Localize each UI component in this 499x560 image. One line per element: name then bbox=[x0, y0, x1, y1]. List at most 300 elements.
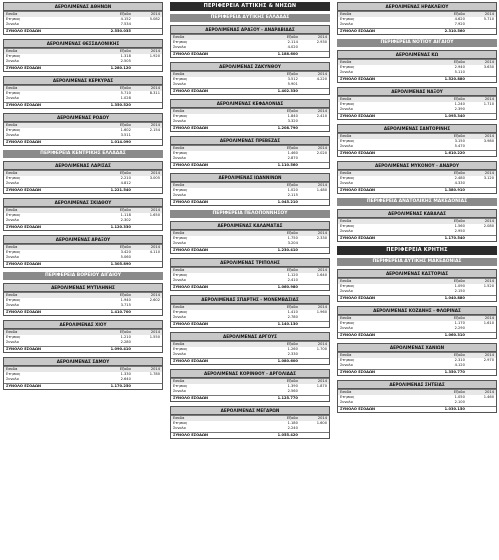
table-cell: 3.512 bbox=[287, 76, 298, 81]
column-3 bbox=[337, 2, 497, 417]
total-cell: ΣΥΝΟΛΟ ΕΣΟΔΩΝ bbox=[4, 346, 84, 352]
table-cell: 5.710 bbox=[120, 90, 131, 95]
table-cell: Ετησιος bbox=[173, 309, 188, 314]
table-cell: 1.520 bbox=[483, 283, 494, 288]
total-cell bbox=[467, 150, 496, 156]
total-cell: 1.014.090 bbox=[84, 139, 133, 145]
table-cell: 2.410 bbox=[287, 278, 298, 282]
table-cell: 1.550 bbox=[149, 334, 160, 339]
table-cell: 3.320 bbox=[287, 119, 298, 123]
table-cell: Εσοδα bbox=[4, 171, 84, 176]
stats-table bbox=[171, 341, 329, 364]
table-cell: Ετησιος bbox=[340, 283, 355, 288]
table-cell: 5.901 bbox=[287, 82, 298, 86]
table-cell: Ετησιος bbox=[340, 138, 355, 143]
total-row bbox=[171, 51, 329, 57]
total-cell: ΣΥΝΟΛΟ ΕΣΟΔΩΝ bbox=[171, 284, 251, 290]
total-cell: 1.040.880 bbox=[418, 295, 467, 301]
total-cell: 1.060.980 bbox=[251, 284, 300, 290]
total-row bbox=[4, 28, 162, 34]
total-cell: 1.188.600 bbox=[251, 51, 300, 57]
table-cell: 2.310 bbox=[454, 357, 465, 362]
table-cell: Συνολο bbox=[6, 303, 19, 307]
table-cell: Εσοδα bbox=[171, 416, 251, 421]
stats-table bbox=[338, 11, 496, 34]
table-cell: 2014 bbox=[133, 171, 162, 176]
total-cell: 1.410.700 bbox=[84, 309, 133, 315]
table-cell: 2014 bbox=[300, 268, 329, 273]
table-cell: 1.920 bbox=[149, 53, 160, 58]
table-cell: Ετησιος bbox=[340, 223, 355, 228]
stats-table bbox=[171, 230, 329, 253]
table-cell: 2014 bbox=[133, 123, 162, 128]
box-title: ΑΕΡΟΛΙΜΕΝΑΣ ΚΑΛΑΜΑΤΑΣ bbox=[171, 222, 329, 230]
table-cell: 2.150 bbox=[454, 289, 465, 293]
table-cell: Συνολο bbox=[340, 229, 353, 233]
table-cell: 1.260 bbox=[287, 346, 298, 351]
table-cell: Εξοδα bbox=[251, 379, 300, 384]
airport-stats-box bbox=[337, 380, 497, 413]
table-cell: 2.280 bbox=[120, 340, 131, 344]
table-cell: Εσοδα bbox=[171, 109, 251, 114]
table-cell: 1.650 bbox=[149, 212, 160, 217]
total-cell: ΣΥΝΟΛΟ ΕΣΟΔΩΝ bbox=[171, 162, 251, 168]
table-cell: 2.950 bbox=[454, 229, 465, 233]
table-cell: 1.460 bbox=[483, 394, 494, 399]
table-cell: Συνολο bbox=[340, 144, 353, 148]
table-cell: Ετησιος bbox=[173, 346, 188, 351]
total-row bbox=[338, 113, 496, 119]
airport-stats-box bbox=[170, 99, 330, 132]
table-cell: Συνολο bbox=[173, 45, 186, 49]
box-title: ΑΕΡΟΛΙΜΕΝΑΣ ΣΠΑΡΤΗΣ - ΜΟΝΕΜΒΑΣΙΑΣ bbox=[171, 296, 329, 304]
table-cell: 3.005 bbox=[149, 175, 160, 180]
table-cell: 4.620 bbox=[454, 16, 465, 21]
table-cell: 2014 bbox=[300, 231, 329, 236]
table-cell: 1.600 bbox=[316, 420, 327, 425]
stats-table bbox=[4, 329, 162, 352]
total-cell bbox=[467, 295, 496, 301]
table-cell: 2.100 bbox=[454, 400, 465, 404]
table-cell: Εξοδα bbox=[418, 353, 467, 358]
table-cell: Ετησιος bbox=[6, 90, 21, 95]
airport-stats-box bbox=[337, 124, 497, 157]
total-row bbox=[171, 162, 329, 168]
box-title: ΑΕΡΟΛΙΜΕΝΑΣ ΑΡΑΞΟΥ bbox=[4, 236, 162, 244]
total-row bbox=[338, 295, 496, 301]
total-cell: 1.140.130 bbox=[251, 321, 300, 327]
table-cell: 1.180 bbox=[287, 420, 298, 425]
table-cell: 2.080 bbox=[483, 223, 494, 228]
airport-stats-box bbox=[170, 25, 330, 58]
table-cell: 4.020 bbox=[287, 45, 298, 49]
table-cell: Εξοδα bbox=[251, 146, 300, 151]
table-cell: 2014 bbox=[467, 12, 496, 17]
table-cell: Ετησιος bbox=[340, 357, 355, 362]
box-title: ΑΕΡΟΛΙΜΕΝΑΣ ΚΕΦΑΛΟΝΙΑΣ bbox=[171, 100, 329, 108]
table-cell: 1.120 bbox=[287, 272, 298, 277]
table-cell: Ετησιος bbox=[173, 113, 188, 118]
table-cell: 2014 bbox=[133, 367, 162, 372]
table-cell: Εξοδα bbox=[418, 171, 467, 176]
total-cell: ΣΥΝΟΛΟ ΕΣΟΔΩΝ bbox=[338, 187, 418, 193]
total-row bbox=[171, 284, 329, 290]
stats-table bbox=[4, 292, 162, 315]
table-cell: 1.602 bbox=[120, 127, 131, 132]
table-cell: Ετησιος bbox=[340, 16, 355, 21]
airport-stats-box bbox=[337, 87, 497, 120]
total-cell: ΣΥΝΟΛΟ ΕΣΟΔΩΝ bbox=[338, 332, 418, 338]
airport-stats-box bbox=[337, 161, 497, 194]
table-cell: Εσοδα bbox=[4, 49, 84, 54]
table-cell: Εξοδα bbox=[418, 134, 467, 139]
stats-table bbox=[338, 315, 496, 338]
total-cell bbox=[133, 139, 162, 145]
table-cell: Εσοδα bbox=[4, 123, 84, 128]
table-cell: Συνολο bbox=[173, 193, 186, 197]
total-cell: ΣΥΝΟΛΟ ΕΣΟΔΩΝ bbox=[171, 125, 251, 131]
stats-table bbox=[4, 366, 162, 389]
table-cell: 2.970 bbox=[483, 357, 494, 362]
total-row bbox=[4, 187, 162, 193]
region-banner: ΠΕΡΙΦΕΡΕΙΑ ΑΤΤΙΚΗΣ & ΝΗΣΩΝ bbox=[170, 2, 330, 11]
total-cell bbox=[467, 113, 496, 119]
table-cell: Εξοδα bbox=[84, 367, 133, 372]
total-row bbox=[338, 150, 496, 156]
total-cell bbox=[133, 28, 162, 34]
table-cell: 2.302 bbox=[120, 218, 131, 222]
airport-stats-box bbox=[170, 258, 330, 291]
table-cell: Συνολο bbox=[6, 218, 19, 222]
table-cell: 3.420 bbox=[120, 249, 131, 254]
table-cell: 1.330 bbox=[120, 371, 131, 376]
box-title: ΑΕΡΟΛΙΜΕΝΑΣ ΚΕΡΚΥΡΑΣ bbox=[4, 77, 162, 85]
table-cell: 1.710 bbox=[483, 101, 494, 106]
table-cell: Ετησιος bbox=[340, 394, 355, 399]
total-cell: 1.060.310 bbox=[418, 332, 467, 338]
table-cell: Εσοδα bbox=[171, 35, 251, 40]
table-cell: Εξοδα bbox=[418, 60, 467, 65]
table-cell: Εσοδα bbox=[171, 146, 251, 151]
total-cell bbox=[133, 102, 162, 108]
table-cell: Συνολο bbox=[173, 119, 186, 123]
stats-table bbox=[171, 71, 329, 94]
table-cell: Συνολο bbox=[173, 241, 186, 245]
table-cell: 4.812 bbox=[120, 181, 131, 185]
table-cell: Ετησιος bbox=[6, 127, 21, 132]
total-cell bbox=[133, 65, 162, 71]
airport-stats-box bbox=[3, 198, 163, 231]
total-row bbox=[171, 395, 329, 401]
table-cell: 2.330 bbox=[316, 235, 327, 240]
total-cell: 1.090.410 bbox=[84, 346, 133, 352]
table-cell: 1.610 bbox=[483, 320, 494, 325]
table-cell: Εξοδα bbox=[84, 12, 133, 17]
table-cell: 1.460 bbox=[287, 150, 298, 155]
total-cell bbox=[300, 88, 329, 94]
table-cell: 5.060 bbox=[120, 255, 131, 259]
airport-stats-box bbox=[170, 406, 330, 439]
table-cell: Συνολο bbox=[340, 289, 353, 293]
table-cell: Συνολο bbox=[6, 377, 19, 381]
table-cell: Συνολο bbox=[6, 255, 19, 259]
airport-stats-box bbox=[3, 235, 163, 268]
airport-stats-box bbox=[170, 295, 330, 328]
table-cell: 2014 bbox=[300, 72, 329, 77]
table-cell: 2.560 bbox=[287, 389, 298, 393]
table-cell: Εσοδα bbox=[4, 12, 84, 17]
total-row bbox=[171, 432, 329, 438]
table-cell: Εξοδα bbox=[251, 268, 300, 273]
table-cell: Εσοδα bbox=[171, 231, 251, 236]
stats-table bbox=[338, 96, 496, 119]
total-cell bbox=[133, 187, 162, 193]
table-cell: Ετησιος bbox=[173, 420, 188, 425]
table-cell: Ετησιος bbox=[340, 64, 355, 69]
total-cell: ΣΥΝΟΛΟ ΕΣΟΔΩΝ bbox=[338, 295, 418, 301]
table-cell: Εξοδα bbox=[84, 293, 133, 298]
total-cell: 1.045.210 bbox=[251, 199, 300, 205]
table-cell: Εσοδα bbox=[338, 134, 418, 139]
airport-stats-box bbox=[337, 343, 497, 376]
total-cell bbox=[467, 332, 496, 338]
box-title: ΑΕΡΟΛΙΜΕΝΑΣ ΑΡΑΞΟΥ - ΑΝΔΡΑΒΙΔΑΣ bbox=[171, 26, 329, 34]
total-cell: 1.380.910 bbox=[418, 187, 467, 193]
table-cell: 2014 bbox=[133, 86, 162, 91]
table-cell: 2014 bbox=[133, 49, 162, 54]
table-cell: 2.114 bbox=[287, 39, 298, 44]
table-cell: 4.330 bbox=[454, 181, 465, 185]
table-cell: 2014 bbox=[467, 390, 496, 395]
total-cell: ΣΥΝΟΛΟ ΕΣΟΔΩΝ bbox=[171, 88, 251, 94]
table-cell: 2014 bbox=[133, 293, 162, 298]
box-title: ΑΕΡΟΛΙΜΕΝΑΣ ΜΕΓΑΡΩΝ bbox=[171, 407, 329, 415]
stats-table bbox=[171, 34, 329, 57]
box-title: ΑΕΡΟΛΙΜΕΝΑΣ ΣΑΝΤΟΡΙΝΗΣ bbox=[338, 125, 496, 133]
table-cell: Συνολο bbox=[340, 400, 353, 404]
stats-table bbox=[4, 48, 162, 71]
table-cell: Εξοδα bbox=[251, 183, 300, 188]
table-cell: Εξοδα bbox=[418, 390, 467, 395]
table-cell: 7.534 bbox=[120, 22, 131, 26]
table-cell: 3.715 bbox=[120, 303, 131, 307]
total-cell: ΣΥΝΟΛΟ ΕΣΟΔΩΝ bbox=[4, 65, 84, 71]
table-cell: 1.090 bbox=[454, 283, 465, 288]
table-cell: Εσοδα bbox=[4, 367, 84, 372]
table-cell: Συνολο bbox=[173, 426, 186, 430]
airport-stats-box bbox=[170, 221, 330, 254]
table-cell: Εσοδα bbox=[4, 208, 84, 213]
table-cell: 8.311 bbox=[149, 90, 160, 95]
table-cell: Εσοδα bbox=[338, 390, 418, 395]
total-cell: 1.095.340 bbox=[418, 113, 467, 119]
table-cell: 2.640 bbox=[120, 377, 131, 381]
table-cell: 2014 bbox=[300, 35, 329, 40]
total-row bbox=[4, 346, 162, 352]
table-cell: Συνολο bbox=[340, 70, 353, 74]
table-cell: Συνολο bbox=[6, 340, 19, 344]
total-cell: 1.125.770 bbox=[251, 395, 300, 401]
stats-table bbox=[171, 415, 329, 438]
table-cell: Συνολο bbox=[340, 326, 353, 330]
table-cell: 2.330 bbox=[287, 352, 298, 356]
table-cell: 2014 bbox=[133, 12, 162, 17]
table-cell: 1.318 bbox=[120, 53, 131, 58]
column-2 bbox=[170, 2, 330, 443]
table-cell: Εσοδα bbox=[4, 245, 84, 250]
table-cell: 2.020 bbox=[316, 150, 327, 155]
table-cell: 1.050 bbox=[454, 394, 465, 399]
table-cell: 1.960 bbox=[316, 309, 327, 314]
table-cell: Ετησιος bbox=[173, 150, 188, 155]
table-cell: 2.602 bbox=[149, 297, 160, 302]
total-cell: ΣΥΝΟΛΟ ΕΣΟΔΩΝ bbox=[4, 309, 84, 315]
table-cell: 1.390 bbox=[287, 383, 298, 388]
table-cell: Συνολο bbox=[173, 352, 186, 356]
total-cell: 1.280.120 bbox=[84, 65, 133, 71]
table-cell: Ετησιος bbox=[340, 175, 355, 180]
total-cell bbox=[300, 395, 329, 401]
table-cell: Εξοδα bbox=[251, 305, 300, 310]
total-row bbox=[338, 187, 496, 193]
table-cell: 2.240 bbox=[287, 426, 298, 430]
stats-table bbox=[4, 207, 162, 230]
airport-stats-box bbox=[170, 136, 330, 169]
total-row bbox=[4, 383, 162, 389]
table-cell: Εσοδα bbox=[171, 268, 251, 273]
total-row bbox=[171, 247, 329, 253]
airport-stats-box bbox=[337, 306, 497, 339]
table-cell: Ετησιος bbox=[340, 101, 355, 106]
table-cell: Εσοδα bbox=[171, 183, 251, 188]
box-title: ΑΕΡΟΛΙΜΕΝΑΣ ΡΟΔΟΥ bbox=[4, 114, 162, 122]
table-cell: 1.170 bbox=[454, 320, 465, 325]
table-cell: Ετησιος bbox=[6, 297, 21, 302]
table-cell: Ετησιος bbox=[6, 334, 21, 339]
table-cell: 2.390 bbox=[454, 107, 465, 111]
table-cell: Εξοδα bbox=[84, 49, 133, 54]
table-cell: 2014 bbox=[300, 416, 329, 421]
stats-table bbox=[4, 85, 162, 108]
total-cell: 2.310.560 bbox=[418, 28, 467, 34]
table-cell: Ετησιος bbox=[173, 272, 188, 277]
table-cell: Εσοδα bbox=[171, 305, 251, 310]
table-cell: Εσοδα bbox=[338, 171, 418, 176]
total-cell: ΣΥΝΟΛΟ ΕΣΟΔΩΝ bbox=[338, 28, 418, 34]
stats-table bbox=[338, 170, 496, 193]
section-header: ΠΕΡΙΦΕΡΕΙΑ ΒΟΡΕΙΟΥ ΑΙΓΑΙΟΥ bbox=[3, 272, 163, 280]
total-cell: ΣΥΝΟΛΟ ΕΣΟΔΩΝ bbox=[338, 406, 418, 412]
table-cell: 2.780 bbox=[287, 315, 298, 319]
airport-stats-box bbox=[170, 369, 330, 402]
table-cell: 7.920 bbox=[454, 22, 465, 26]
table-cell: 1.028 bbox=[120, 96, 131, 100]
table-cell: 1.210 bbox=[120, 334, 131, 339]
stats-table bbox=[4, 170, 162, 193]
table-cell: Συνολο bbox=[173, 315, 186, 319]
total-cell bbox=[300, 162, 329, 168]
table-cell: 2.940 bbox=[454, 64, 465, 69]
table-cell: Εξοδα bbox=[418, 316, 467, 321]
total-cell bbox=[133, 261, 162, 267]
table-cell: 2014 bbox=[467, 134, 496, 139]
table-cell: 2014 bbox=[300, 342, 329, 347]
airport-stats-box bbox=[3, 320, 163, 353]
total-cell bbox=[300, 358, 329, 364]
table-cell: Συνολο bbox=[6, 22, 19, 26]
airport-stats-box bbox=[3, 113, 163, 146]
table-cell: 2.115 bbox=[287, 193, 298, 197]
column-1 bbox=[3, 2, 163, 394]
table-cell: 2014 bbox=[467, 279, 496, 284]
box-title: ΑΕΡΟΛΙΜΕΝΑΣ ΚΑΣΤΟΡΙΑΣ bbox=[338, 270, 496, 278]
table-cell: Συνολο bbox=[173, 278, 186, 282]
box-title: ΑΕΡΟΛΙΜΕΝΑΣ ΗΡΑΚΛΕΙΟΥ bbox=[338, 3, 496, 11]
total-cell bbox=[300, 199, 329, 205]
table-cell: Εσοδα bbox=[338, 316, 418, 321]
total-cell bbox=[300, 284, 329, 290]
table-cell: Εξοδα bbox=[84, 86, 133, 91]
table-cell: Εσοδα bbox=[4, 330, 84, 335]
table-cell: Εξοδα bbox=[418, 219, 467, 224]
total-cell: ΣΥΝΟΛΟ ΕΣΟΔΩΝ bbox=[171, 432, 251, 438]
total-cell: 1.230.410 bbox=[251, 247, 300, 253]
box-title: ΑΕΡΟΛΙΜΕΝΑΣ ΝΑΞΟΥ bbox=[338, 88, 496, 96]
total-row bbox=[338, 406, 496, 412]
total-cell bbox=[133, 346, 162, 352]
box-title: ΑΕΡΟΛΙΜΕΝΑΣ ΤΡΙΠΟΛΗΣ bbox=[171, 259, 329, 267]
section-header: ΠΕΡΙΦΕΡΕΙΑ ΔΥΤΙΚΗΣ ΜΑΚΕΔΟΝΙΑΣ bbox=[337, 258, 497, 266]
table-cell: 2.290 bbox=[454, 326, 465, 330]
table-cell: Συνολο bbox=[173, 82, 186, 86]
table-cell: 5.110 bbox=[454, 70, 465, 74]
table-cell: Εσοδα bbox=[338, 353, 418, 358]
table-cell: 2014 bbox=[133, 208, 162, 213]
table-cell: Ετησιος bbox=[173, 76, 188, 81]
total-cell bbox=[467, 187, 496, 193]
total-cell: ΣΥΝΟΛΟ ΕΣΟΔΩΝ bbox=[4, 187, 84, 193]
total-cell: ΣΥΝΟΛΟ ΕΣΟΔΩΝ bbox=[171, 358, 251, 364]
table-cell: Εξοδα bbox=[251, 72, 300, 77]
box-title: ΑΕΡΟΛΙΜΕΝΑΣ ΑΡΓΟΥΣ bbox=[171, 333, 329, 341]
total-row bbox=[338, 28, 496, 34]
table-cell: 2014 bbox=[467, 316, 496, 321]
airport-stats-box bbox=[3, 161, 163, 194]
table-cell: Εσοδα bbox=[338, 219, 418, 224]
table-cell: Εξοδα bbox=[418, 97, 467, 102]
table-cell: 3.120 bbox=[483, 175, 494, 180]
total-cell: 1.350.520 bbox=[84, 102, 133, 108]
table-cell: 2014 bbox=[133, 245, 162, 250]
total-cell: ΣΥΝΟΛΟ ΕΣΟΔΩΝ bbox=[171, 51, 251, 57]
table-cell: Ετησιος bbox=[6, 371, 21, 376]
total-cell: 1.208.790 bbox=[251, 125, 300, 131]
total-cell: ΣΥΝΟΛΟ ΕΣΟΔΩΝ bbox=[338, 235, 418, 241]
airport-stats-box bbox=[3, 357, 163, 390]
table-cell: Συνολο bbox=[173, 389, 186, 393]
table-cell: 3.980 bbox=[483, 138, 494, 143]
table-cell: 1.480 bbox=[316, 187, 327, 192]
table-cell: 2.410 bbox=[316, 113, 327, 118]
box-title: ΑΕΡΟΛΙΜΕΝΑΣ ΜΥΚΟΝΟΥ - ΑΝΔΡΟΥ bbox=[338, 162, 496, 170]
total-cell: 1.080.600 bbox=[251, 358, 300, 364]
box-title: ΑΕΡΟΛΙΜΕΝΑΣ ΧΑΝΙΩΝ bbox=[338, 344, 496, 352]
table-cell: 2.210 bbox=[120, 175, 131, 180]
table-cell: Εσοδα bbox=[338, 12, 418, 17]
total-cell bbox=[133, 224, 162, 230]
total-cell: ΣΥΝΟΛΟ ΕΣΟΔΩΝ bbox=[4, 383, 84, 389]
table-cell: 1.700 bbox=[316, 346, 327, 351]
